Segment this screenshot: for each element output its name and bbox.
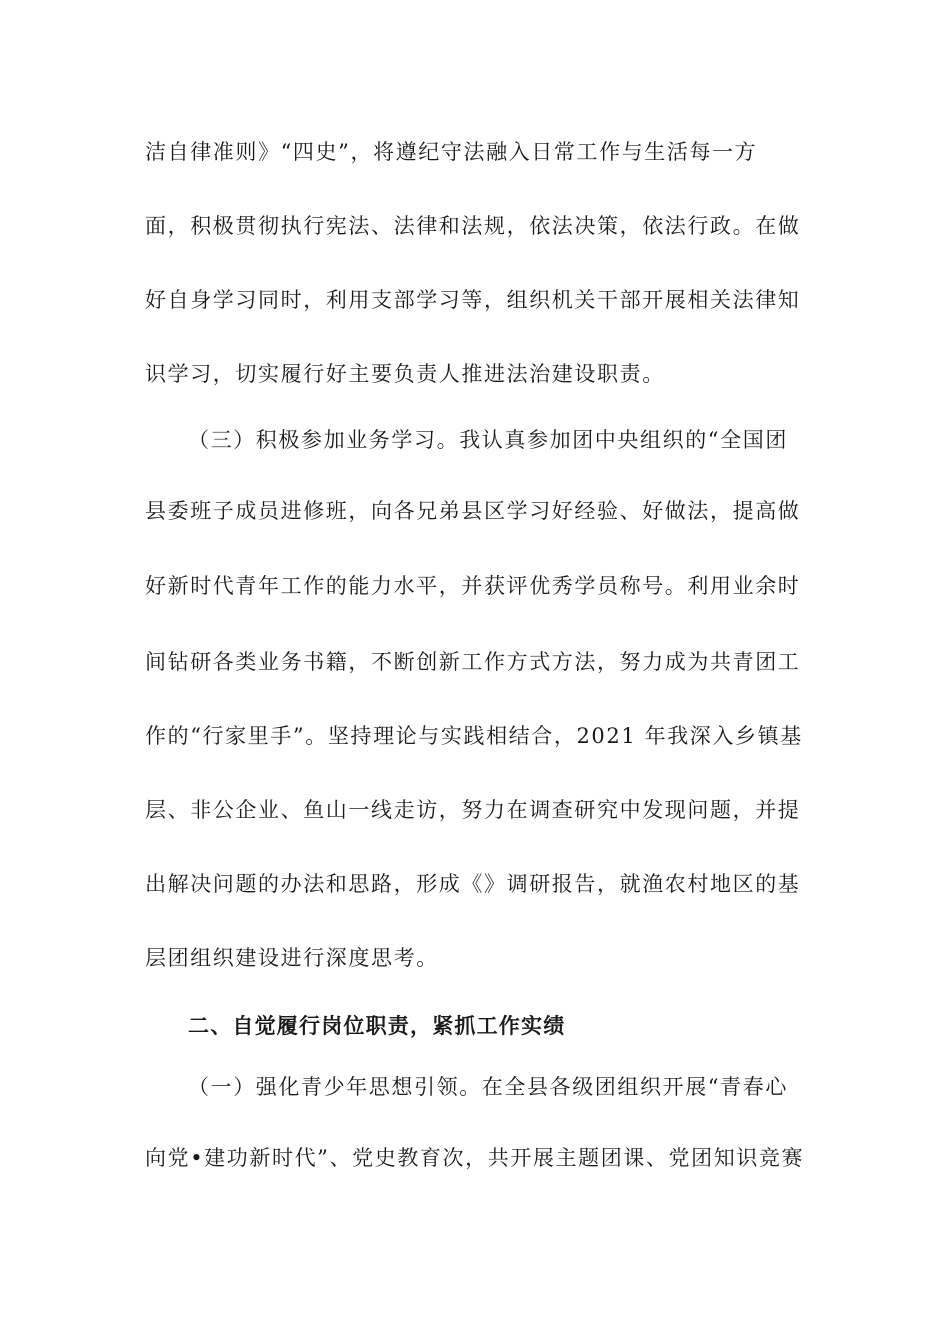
text-line-1: 洁自律准则》“四史”，将遵纪守法融入日常工作与生活每一方 <box>145 140 758 164</box>
text-line-12: 层团组织建设进行深度思考。 <box>145 946 439 970</box>
text-line-2: 面，积极贯彻执行宪法、法律和法规，依法决策，依法行政。在做 <box>145 214 801 238</box>
text-line-10: 层、非公企业、鱼山一线走访，努力在调查研究中发现问题，并提 <box>145 798 801 822</box>
text-line-11: 出解决问题的办法和思路，形成《》调研报告，就渔农村地区的基 <box>145 872 801 896</box>
text-line-6: 县委班子成员进修班，向各兄弟县区学习好经验、好做法，提高做 <box>145 499 801 523</box>
text-line-8: 间钻研各类业务书籍，不断创新工作方式方法，努力成为共青团工 <box>145 650 801 674</box>
text-line-15: 向党•建功新时代”、党史教育次，共开展主题团课、党团知识竞赛 <box>145 1146 805 1170</box>
paragraph-1-start: （一）强化青少年思想引领。在全县各级团组织开展“青春心 <box>188 1075 788 1099</box>
text-line-3: 好自身学习同时，利用支部学习等，组织机关干部开展相关法律知 <box>145 288 801 312</box>
text-line-4: 识学习，切实履行好主要负责人推进法治建设职责。 <box>145 362 665 386</box>
text-line-9: 作的“行家里手”。坚持理论与实践相结合，2021 年我深入乡镇基 <box>145 724 803 748</box>
text-line-7: 好新时代青年工作的能力水平，并获评优秀学员称号。利用业余时 <box>145 574 801 598</box>
paragraph-3-start: （三）积极参加业务学习。我认真参加团中央组织的“全国团 <box>188 428 788 452</box>
section-heading: 二、自觉履行岗位职责，紧抓工作实绩 <box>188 1014 566 1038</box>
